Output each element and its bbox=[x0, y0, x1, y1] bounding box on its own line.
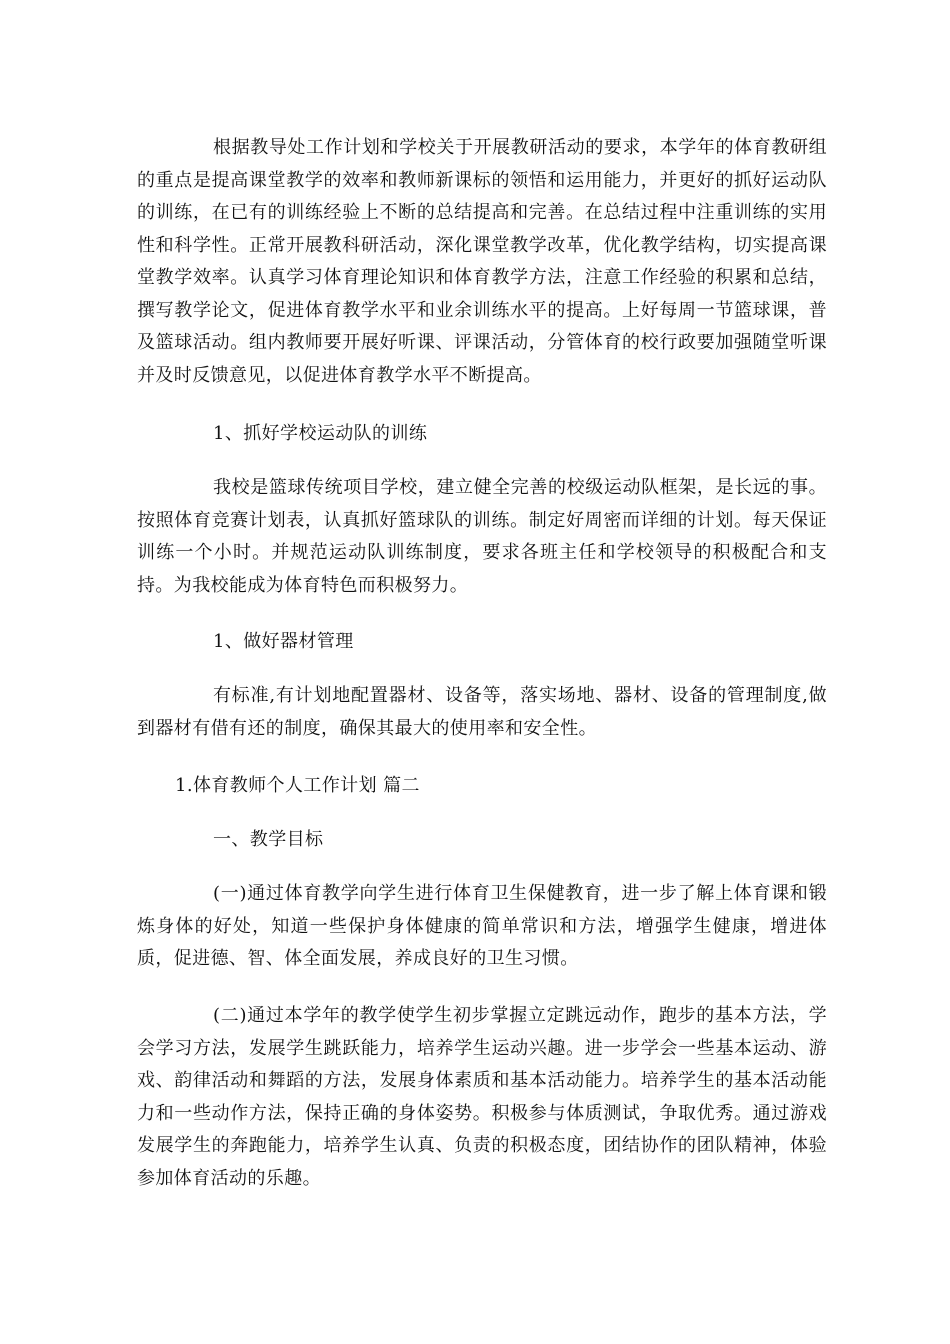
equipment-paragraph: 有标准,有计划地配置器材、设备等，落实场地、器材、设备的管理制度,做到器材有借有还的制度，确保其最大的使用率和安全性。 bbox=[137, 685, 827, 739]
goal-two-paragraph: (二)通过本学年的教学使学生初步掌握立定跳远动作，跑步的基本方法，学会学习方法，发展学生跳跃能力，培养学生运动兴趣。进一步学会一些基本运动、游戏、韵律活动和舞蹈的方法，发展身体素质和基本活动能力。培养学生的基本活动能力和一些动作方法，保持正确的身体姿势。积极参与体质测试，争取优秀。通过游戏发展学生的奔跑能力，培养学生认真、负责的积极态度，团结协作的团队精神，体验参加体育活动的乐趣。 bbox=[137, 1005, 827, 1189]
intro-paragraph: 根据教导处工作计划和学校关于开展教研活动的要求，本学年的体育教研组的重点是提高课堂教学的效率和教师新课标的领悟和运用能力，并更好的抓好运动队的训练，在已有的训练经验上不断的总结提高和完善。在总结过程中注重训练的实用性和科学性。正常开展教科研活动，深化课堂教学改革，优化教学结构，切实提高课堂教学效率。认真学习体育理论知识和体育教学方法，注意工作经验的积累和总结，撰写教学论文，促进体育教学水平和业余训练水平的提高。上好每周一节篮球课，普及篮球活动。组内教师要开展好听课、评课活动，分管体育的校行政要加强随堂听课并及时反馈意见，以促进体育教学水平不断提高。 bbox=[137, 137, 827, 386]
section-title-part-two: 1.体育教师个人工作计划 篇二 bbox=[175, 775, 420, 796]
section-heading-teaching-goals: 一、教学目标 bbox=[213, 829, 324, 850]
section-heading-equipment: 1、做好器材管理 bbox=[213, 631, 354, 652]
goal-one-paragraph: (一)通过体育教学向学生进行体育卫生保健教育，进一步了解上体育课和锻炼身体的好处，知道一些保护身体健康的简单常识和方法，增强学生健康，增进体质，促进德、智、体全面发展，养成良好的卫生习惯。 bbox=[137, 883, 827, 969]
section-heading-team-training: 1、抓好学校运动队的训练 bbox=[213, 423, 428, 444]
team-training-paragraph: 我校是篮球传统项目学校，建立健全完善的校级运动队框架，是长远的事。按照体育竞赛计划表，认真抓好篮球队的训练。制定好周密而详细的计划。每天保证训练一个小时。并规范运动队训练制度，要求各班主任和学校领导的积极配合和支持。为我校能成为体育特色而积极努力。 bbox=[137, 477, 827, 596]
